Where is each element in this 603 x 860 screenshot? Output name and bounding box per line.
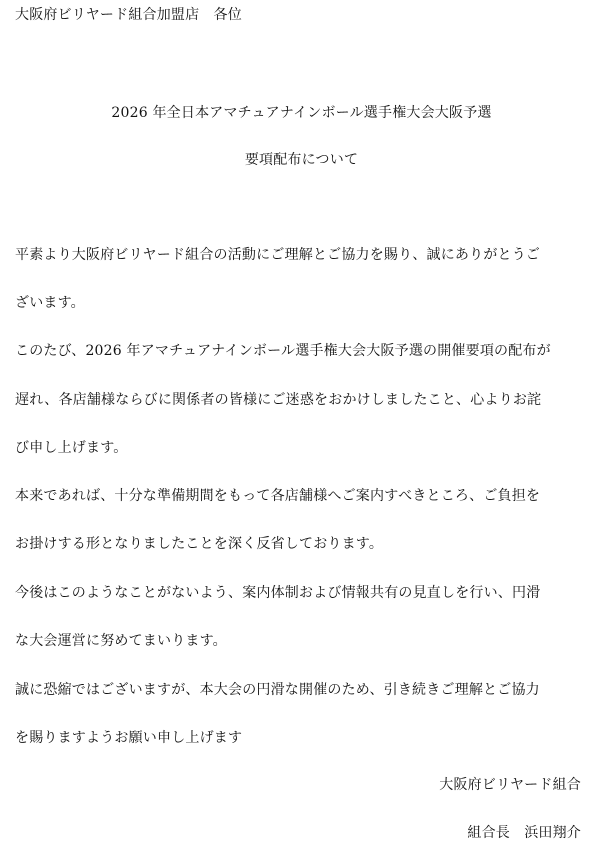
body-line: 平素より大阪府ビリヤード組合の活動にご理解とご協力を賜り、誠にありがとうご: [15, 247, 541, 263]
body-line: 遅れ、各店舗様ならびに関係者の皆様にご迷惑をおかけしましたこと、心よりお詫: [15, 392, 542, 408]
body-line: を賜りますようお願い申し上げます: [15, 730, 243, 746]
addressee: 大阪府ビリヤード組合加盟店 各位: [15, 7, 242, 23]
body-line: 今後はこのようなことがないよう、案内体制および情報共有の見直しを行い、円滑: [15, 585, 541, 601]
document-title-line-2: 要項配布について: [244, 152, 359, 168]
body-line: 本来であれば、十分な準備期間をもって各店舗様へご案内すべきところ、ご負担を: [15, 488, 541, 504]
body-line: び申し上げます。: [15, 440, 128, 456]
body-line: な大会運営に努めてまいります。: [15, 633, 227, 649]
body-line: このたび、2026 年アマチュアナインボール選手権大会大阪予選の開催要項の配布が: [15, 343, 551, 359]
document-title-line-1: 2026 年全日本アマチュアナインボール選手権大会大阪予選: [111, 105, 492, 121]
sender-person: 組合長 浜田翔介: [467, 825, 581, 841]
body-line: 誠に恐縮ではございますが、本大会の円滑な開催のため、引き続きご理解とご協力: [15, 682, 540, 698]
sender-organization: 大阪府ビリヤード組合: [439, 777, 581, 793]
body-line: ざいます。: [15, 295, 85, 311]
body-line: お掛けする形となりましたことを深く反省しております。: [15, 536, 384, 552]
